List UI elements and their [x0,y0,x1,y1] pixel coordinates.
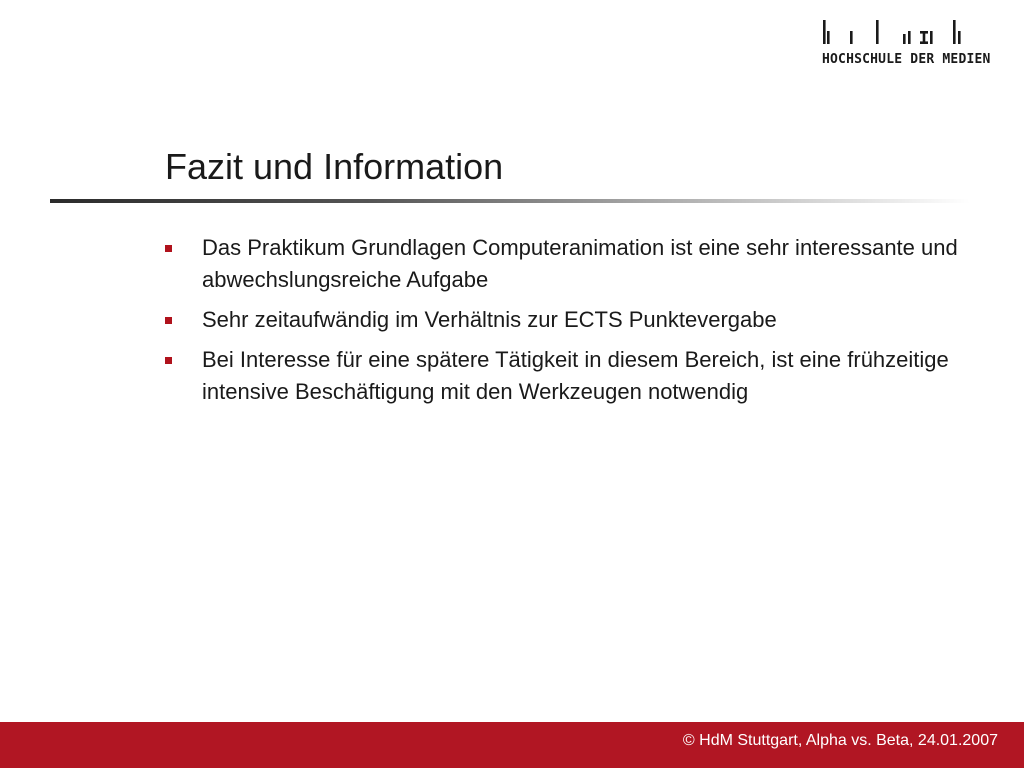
hdm-logo-mark-icon [820,18,1002,46]
hdm-logo [820,18,1002,70]
slide-title: Fazit und Information [165,146,504,187]
square-bullet-icon [165,357,172,364]
bullet-text: Sehr zeitaufwändig im Verhältnis zur ECTS Punktevergabe [202,307,777,332]
bullet-text: Das Praktikum Grundlagen Computeranimation ist eine sehr interessante und abwechslungsreiche Aufgabe [202,235,958,292]
bullet-item [165,344,985,408]
square-bullet-icon [165,317,172,324]
bullet-text: Bei Interesse für eine spätere Tätigkeit in diesem Bereich, ist eine frühzeitige intensive Beschäftigung mit den Werkzeugen notwendig [202,347,949,404]
logo-wordmark: HOCHSCHULE DER MEDIEN [822,52,991,67]
footer-copyright: © HdM Stuttgart, Alpha vs. Beta, 24.01.2007 [682,732,998,749]
title-divider [50,199,970,203]
bullet-item [165,232,985,296]
footer-bar [0,722,1024,768]
bullet-list [165,232,985,416]
square-bullet-icon [165,245,172,252]
bullet-item [165,304,985,336]
